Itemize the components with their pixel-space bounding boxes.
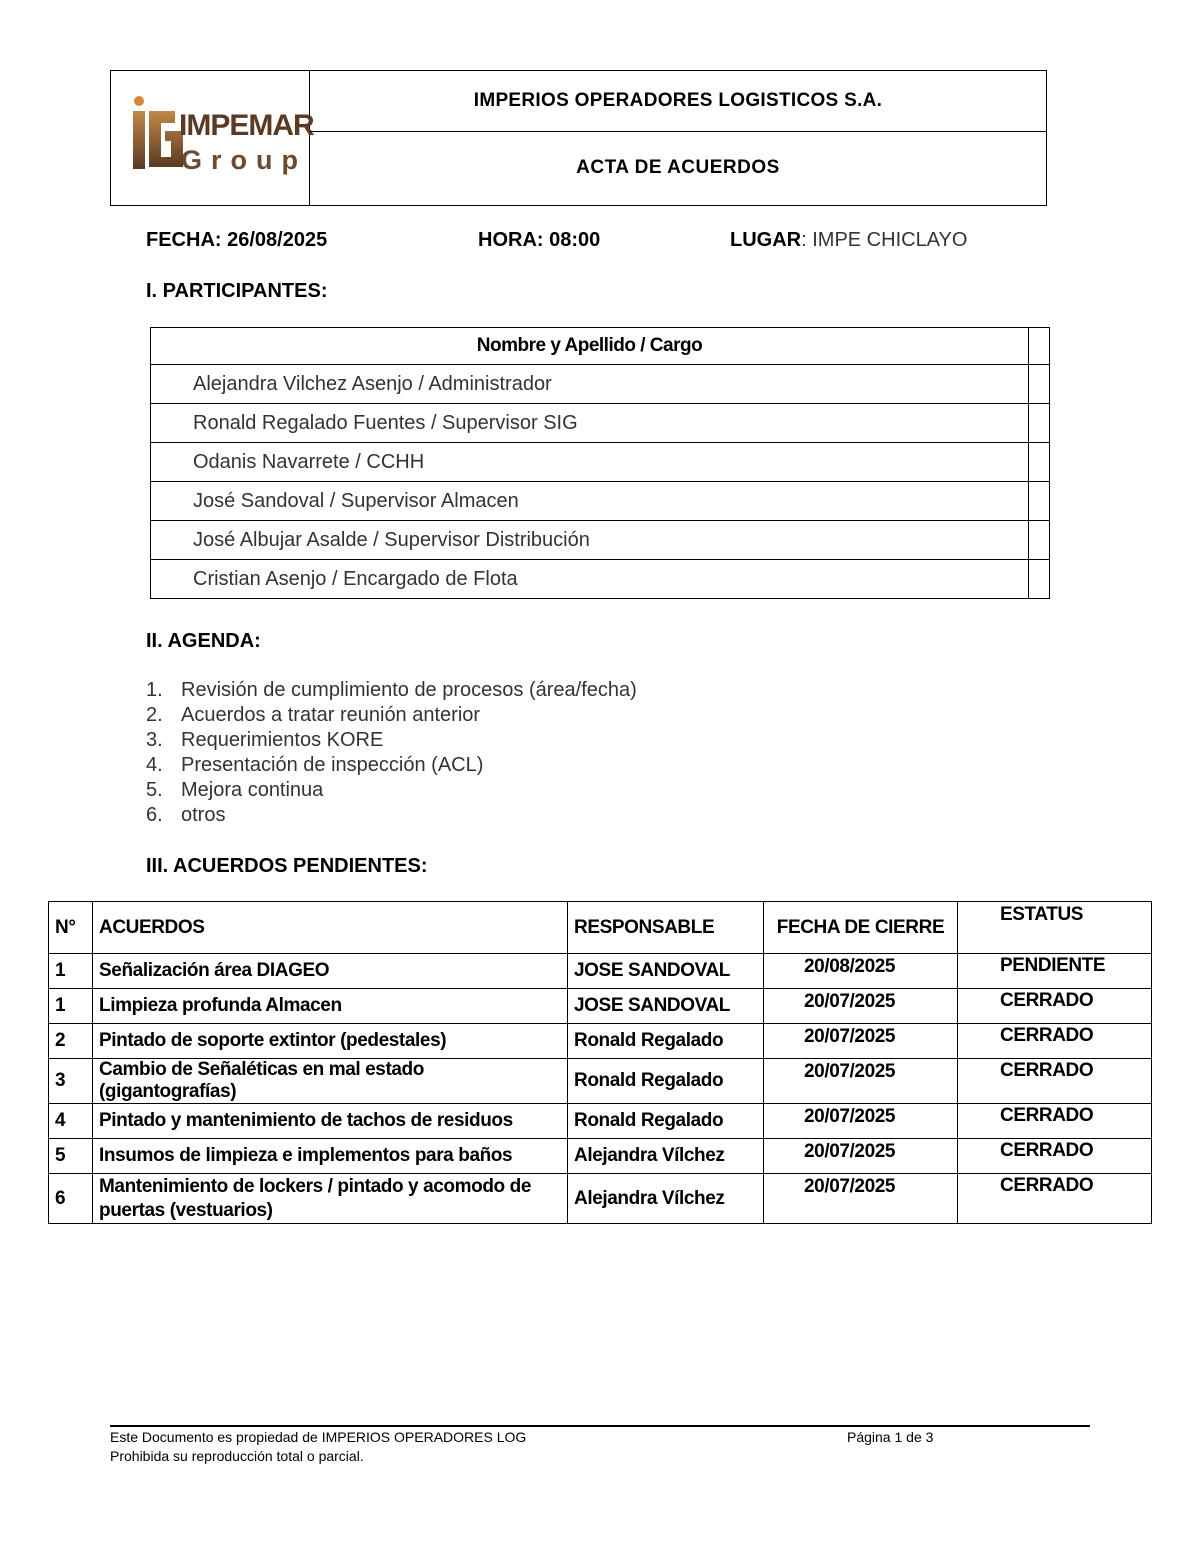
table-row: 5 Insumos de limpieza e implementos para baños Alejandra Vílchez 20/07/2025 CERRADO [49,1139,1152,1174]
participants-table [150,327,1050,599]
table-row: 3 Cambio de Señaléticas en mal estado (gigantografías) Ronald Regalado 20/07/2025 CERRADO [49,1059,1152,1104]
document-title: ACTA DE ACUERDOS [576,157,780,178]
list-item: 3. Requerimientos KORE [146,729,384,751]
table-header-row [49,902,1152,954]
table-header-row [151,328,1050,365]
list-item: 2. Acuerdos a tratar reunión anterior [146,704,481,726]
footer-ownership: Este Documento es propiedad de IMPERIOS OPERADORES LOG [110,1429,527,1445]
status-cell: PENDIENTE [958,954,1152,989]
agenda-heading: II. AGENDA: [146,630,261,652]
agreements-heading: III. ACUERDOS PENDIENTES: [146,855,428,877]
empty-column [1029,328,1050,365]
status-cell: CERRADO [958,1059,1152,1104]
footer-divider [110,1425,1090,1427]
participant-name: José Albujar Asalde / Supervisor Distribución [151,521,1029,560]
participant-name: Ronald Regalado Fuentes / Supervisor SIG [151,404,1029,443]
table-row [151,443,1050,482]
status-cell: CERRADO [958,1024,1152,1059]
list-item: 5. Mejora continua [146,779,324,801]
list-item: 1. Revisión de cumplimiento de procesos (área/fecha) [146,679,637,701]
table-row [151,404,1050,443]
status-cell: CERRADO [958,1174,1152,1224]
table-row: 2 Pintado de soporte extintor (pedestales) Ronald Regalado 20/07/2025 CERRADO [49,1024,1152,1059]
column-header-estatus: ESTATUS [958,902,1152,954]
participants-heading: I. PARTICIPANTES: [146,280,328,302]
logo-cell [111,71,314,205]
page-number: Página 1 de 3 [847,1429,934,1445]
table-row: 6 Mantenimiento de lockers / pintado y acomodo de puertas (vestuarios) Alejandra Vílchez 20/07/2025 CERRADO [49,1174,1152,1224]
status-cell: CERRADO [958,989,1152,1024]
company-name: IMPERIOS OPERADORES LOGISTICOS S.A. [310,71,1046,132]
document-header [110,70,1047,206]
date-field: FECHA: 26/08/2025 [146,229,328,251]
table-row [151,365,1050,404]
agenda-list [146,678,637,828]
table-row: 4 Pintado y mantenimiento de tachos de residuos Ronald Regalado 20/07/2025 CERRADO [49,1104,1152,1139]
table-row [151,521,1050,560]
table-row: 1 Limpieza profunda Almacen JOSE SANDOVAL 20/07/2025 CERRADO [49,989,1152,1024]
column-header-acuerdos: ACUERDOS [93,902,568,954]
table-row [151,482,1050,521]
status-cell: CERRADO [958,1139,1152,1174]
time-field: HORA: 08:00 [478,229,601,251]
agreements-table [48,901,1152,1224]
footer-prohibition: Prohibida su reproducción total o parcial. [110,1448,364,1464]
column-header-fecha: FECHA DE CIERRE [764,902,958,954]
list-item: 6. otros [146,804,226,826]
status-cell: CERRADO [958,1104,1152,1139]
participant-name: Alejandra Vilchez Asenjo / Administrador [151,365,1029,404]
participants-column-header: Nombre y Apellido / Cargo [151,328,1029,365]
list-item: 4. Presentación de inspección (ACL) [146,754,484,776]
svg-text:IMPEMAR: IMPEMAR [179,109,314,142]
participant-name: Odanis Navarrete / CCHH [151,443,1029,482]
svg-text:Group: Group [181,145,307,175]
impemar-logo [129,95,314,181]
participant-name: José Sandoval / Supervisor Almacen [151,482,1029,521]
table-row: 1 Señalización área DIAGEO JOSE SANDOVAL 20/08/2025 PENDIENTE [49,954,1152,989]
participant-name: Cristian Asenjo / Encargado de Flota [151,560,1029,599]
column-header-no: N° [49,902,93,954]
table-row [151,560,1050,599]
column-header-responsable: RESPONSABLE [568,902,764,954]
place-field: LUGAR: IMPE CHICLAYO [730,229,968,251]
